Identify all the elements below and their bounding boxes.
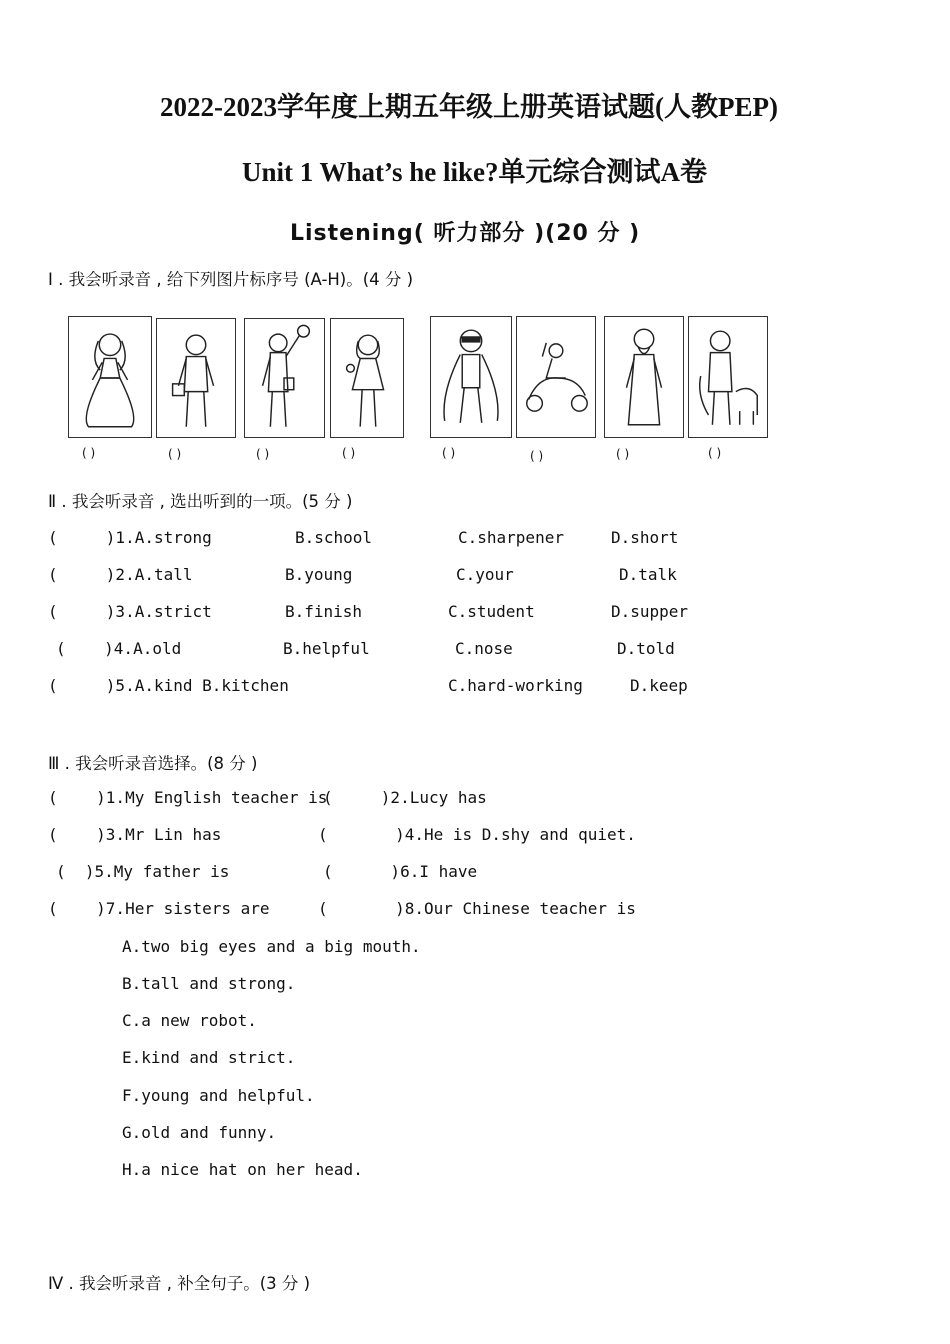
option-c: C.nose [455, 639, 513, 658]
answer-blank[interactable]: ( ) [530, 449, 544, 463]
part4-heading: Ⅳ . 我会听录音 , 补全句子。(3 分 ) [48, 1274, 311, 1293]
answer-blank[interactable]: ( ) [442, 446, 456, 460]
option-b: B.finish [285, 602, 363, 621]
option-d: D.talk [619, 565, 677, 584]
unit-subtitle: Unit 1 What’s he like?单元综合测试A卷 [242, 157, 708, 187]
girl-in-dress-icon [68, 316, 152, 438]
question-row: ( )3.Mr Lin has [48, 825, 222, 844]
answer-blank[interactable]: ( ) [708, 446, 722, 460]
option-d: D.short [611, 528, 679, 547]
option-d: D.supper [611, 602, 689, 621]
question-row: ( )2.A.tall [48, 565, 193, 584]
question-row: ( )5.A.kind B.kitchen [48, 676, 289, 695]
option-c: C.your [456, 565, 514, 584]
answer-blank[interactable]: ( ) [616, 447, 630, 461]
page-title: 2022-2023学年度上期五年级上册英语试题(人教PEP) [160, 92, 778, 122]
part2-heading: Ⅱ . 我会听录音 , 选出听到的一项。(5 分 ) [48, 492, 353, 511]
girl-with-apple-icon [330, 318, 404, 438]
question-row: ( )7.Her sisters are [48, 899, 270, 918]
answer-option: A.two big eyes and a big mouth. [122, 937, 421, 956]
option-b: B.helpful [283, 639, 370, 658]
answer-option: F.young and helpful. [122, 1086, 315, 1105]
answer-option: C.a new robot. [122, 1011, 257, 1030]
question-row: ( )1.A.strong [48, 528, 212, 547]
answer-blank[interactable]: ( ) [342, 446, 356, 460]
part3-heading: Ⅲ . 我会听录音选择。(8 分 ) [48, 754, 258, 773]
option-d: D.told [617, 639, 675, 658]
question-row: ( )8.Our Chinese teacher is [318, 899, 636, 918]
man-on-scooter-icon [516, 316, 596, 438]
question-row: ( )6.I have [323, 862, 478, 881]
question-row: ( )4.A.old [56, 639, 182, 658]
question-row: ( )3.A.strict [48, 602, 212, 621]
option-c: C.sharpener [458, 528, 564, 547]
question-row: ( )2.Lucy has [323, 788, 487, 807]
old-man-icon [604, 316, 684, 438]
answer-option: H.a nice hat on her head. [122, 1160, 363, 1179]
boy-icon [156, 318, 236, 438]
option-b: B.young [285, 565, 353, 584]
question-row: ( )1.My English teacher is [48, 788, 328, 807]
answer-blank[interactable]: ( ) [82, 446, 96, 460]
option-c: C.student [448, 602, 535, 621]
question-row: ( )4.He is D.shy and quiet. [318, 825, 636, 844]
answer-option: G.old and funny. [122, 1123, 277, 1142]
question-row: ( )5.My father is [56, 862, 230, 881]
answer-option: B.tall and strong. [122, 974, 296, 993]
option-b: B.school [295, 528, 373, 547]
woman-with-flowers-icon [244, 318, 325, 438]
masked-hero-icon [430, 316, 512, 438]
answer-blank[interactable]: ( ) [256, 447, 270, 461]
listening-heading: Listening( 听力部分 )(20 分 ) [290, 221, 641, 246]
answer-blank[interactable]: ( ) [168, 447, 182, 461]
part1-heading: Ⅰ . 我会听录音 , 给下列图片标序号 (A-H)。(4 分 ) [48, 270, 414, 289]
option-d: D.keep [630, 676, 688, 695]
answer-option: E.kind and strict. [122, 1048, 296, 1067]
man-with-dog-icon [688, 316, 768, 438]
option-c: C.hard-working [448, 676, 583, 695]
